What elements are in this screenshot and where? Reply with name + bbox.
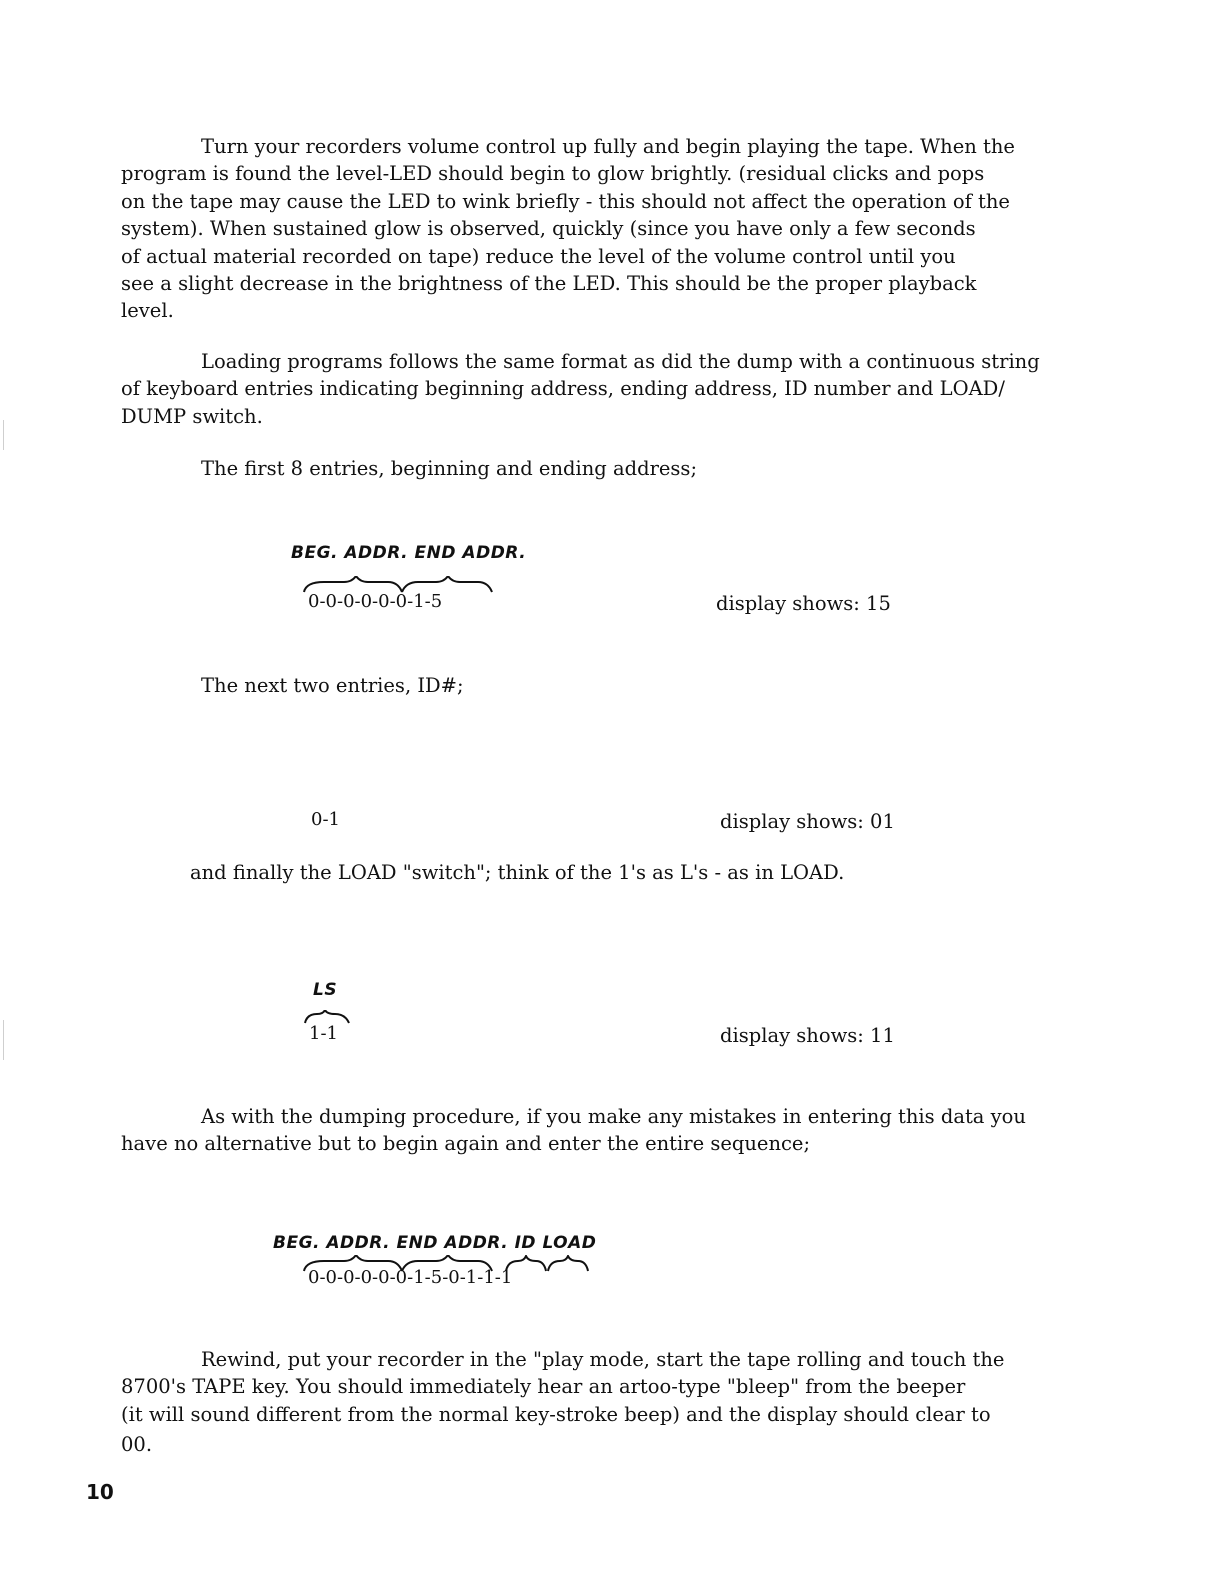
text-line: DUMP switch.: [121, 404, 263, 428]
paragraph-loading-format: [121, 348, 1096, 430]
text-line: 8700's TAPE key. You should immediately hear an artoo-type "bleep" from the beeper: [121, 1375, 966, 1399]
address-display-readout: display shows: 15: [716, 592, 891, 615]
paragraph-first-entries: The first 8 entries, beginning and ending address;: [201, 457, 698, 480]
text-line: level.: [121, 299, 174, 323]
id-sequence: 0-1: [311, 809, 340, 830]
scan-edge-mark: [3, 420, 4, 450]
text-line: Loading programs follows the same format as did the dump with a continuous string: [201, 350, 1040, 373]
text-line: Turn your recorders volume control up fully and begin playing the tape. When the: [201, 135, 1015, 158]
paragraph-mistakes: [121, 1103, 1096, 1158]
text-line: program is found the level-LED should begin to glow brightly. (residual clicks and pops: [121, 162, 985, 186]
handwritten-address-label: BEG. ADDR. END ADDR.: [291, 543, 527, 563]
paragraph-rewind: [121, 1346, 1096, 1459]
text-line: on the tape may cause the LED to wink briefly - this should not affect the operation of the: [121, 189, 1010, 213]
text-line: of actual material recorded on tape) reduce the level of the volume control until you: [121, 244, 956, 268]
page-number: 10: [86, 1480, 114, 1504]
handwritten-full-label: BEG. ADDR. END ADDR. ID LOAD: [273, 1233, 597, 1253]
paragraph-load-switch: and finally the LOAD "switch"; think of the 1's as L's - as in LOAD.: [190, 861, 845, 884]
address-sequence: 0-0-0-0-0-0-1-5: [308, 591, 443, 612]
paragraph-playback-level: [121, 133, 1096, 325]
text-line: see a slight decrease in the brightness of the LED. This should be the proper playback: [121, 272, 977, 296]
text-line: (it will sound different from the normal key-stroke beep) and the display should clear to: [121, 1402, 991, 1426]
load-display-readout: display shows: 11: [720, 1024, 895, 1047]
text-line: As with the dumping procedure, if you make any mistakes in entering this data you: [201, 1105, 1026, 1128]
text-line: of keyboard entries indicating beginning address, ending address, ID number and LOAD/: [121, 377, 1005, 401]
text-line: have no alternative but to begin again and enter the entire sequence;: [121, 1132, 811, 1156]
paragraph-id-entries: The next two entries, ID#;: [201, 674, 464, 697]
scan-edge-mark: [3, 1020, 4, 1060]
text-line: Rewind, put your recorder in the "play mode, start the tape rolling and touch the: [201, 1348, 1005, 1371]
text-line: 00.: [121, 1433, 153, 1457]
full-sequence: 0-0-0-0-0-0-1-5-0-1-1-1: [308, 1267, 513, 1288]
id-display-readout: display shows: 01: [720, 810, 895, 833]
load-sequence: 1-1: [309, 1023, 338, 1044]
handwritten-load-label: LS: [313, 980, 338, 1000]
text-line: system). When sustained glow is observed, quickly (since you have only a few seconds: [121, 217, 976, 241]
